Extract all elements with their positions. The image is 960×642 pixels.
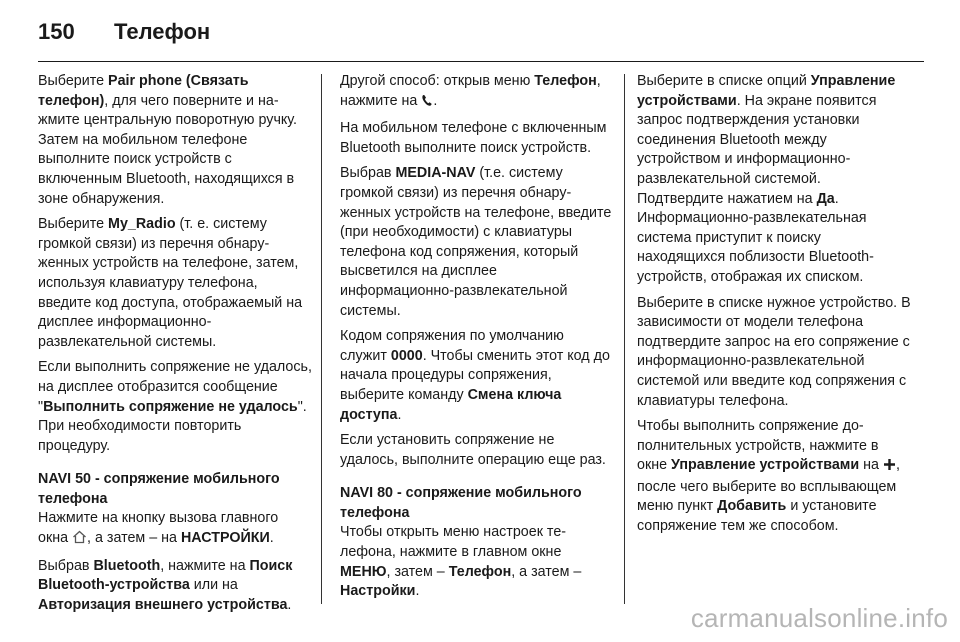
term-bt-search: Поиск Bluetooth-устройства [38,557,293,594]
column-divider-2 [624,74,625,604]
section-heading-navi50: NAVI 50 - сопряжение мобильного телефона [38,471,280,507]
term-my-radio: My_Radio [108,216,176,233]
paragraph: Если установить сопряжение не удалось, выполните операцию еще раз. [340,432,606,468]
term-settings-2: Настройки [340,583,416,600]
paragraph: Кодом сопряжения по умолчанию служит 0000. Чтобы сменить этот код до начала процедуры сопряжения, выберите команду Смена ключа доступа. [340,328,610,423]
term-pair-failed: Выполнить сопряжение не удалось [43,398,298,415]
term-authorize-device: Авторизация внешнего устройства [38,596,288,613]
term-bluetooth: Bluetooth [93,557,161,574]
home-icon [72,530,87,551]
term-add: Добавить [717,498,787,515]
column-divider-1 [321,74,322,604]
paragraph: Чтобы открыть меню настроек телефона, нажмите в главном окне МЕНЮ, затем – Телефон, а затем – Настройки. [340,524,582,600]
term-phone-2: Телефон [448,563,512,580]
paragraph: Другой способ: открыв меню Телефон, нажмите на . [340,72,612,113]
paragraph: Выберите My_Radio (т. е. систему громкой связи) из перечня обнаруженных устройств на телефоне, затем, используя клавиатуру телефона, введите код доступа, отображаемый на дисплее информационно-развлекательной системы. [38,216,303,350]
term-default-code: 0000 [390,347,423,364]
term-yes: Да [816,190,835,207]
paragraph: На мобильном телефоне с включенным Bluetooth выполните поиск устройств. [340,120,607,156]
column-1 [38,72,312,621]
column-3 [637,72,911,543]
paragraph: Выберите Pair phone (Связать телефон), для чего поверните и нажмите центральную поворотную ручку. Затем на мобильном телефоне выполните поиск устройств с включенным Bluetooth, находящихся в зоне обнаружения. [38,73,297,207]
page-title: Телефон [114,19,211,44]
watermark: carmanualsonline.info [690,603,948,633]
page-header [38,14,922,50]
term-device-management: Управление устройствами [637,73,896,109]
term-phone: Телефон [534,73,597,89]
term-change-key: Смена ключа доступа [340,386,562,423]
paragraph: Если выполнить сопряжение не удалось, на дисплее отобразится сообщение "Выполнить сопряжение не удалось". При необходимости повторить процедуру. [38,359,312,454]
term-pair-phone: Pair phone (Связать телефон) [38,73,249,109]
term-device-management-2: Управление устройствами [671,457,860,474]
paragraph: Нажмите на кнопку вызова главного окна , а затем – на НАСТРОЙКИ. [38,509,312,550]
phone-icon [421,94,433,114]
term-media-nav: MEDIA-NAV [395,165,476,182]
paragraph: Выберите в списке нужное устройство. В зависимости от модели телефона подтвердите запрос на его сопряжение с информационно-развлекательной системой или введите код сопряжения с клавиатуры телефона. [637,294,911,409]
term-settings: НАСТРОЙКИ [180,530,270,547]
header-rule [38,61,924,62]
paragraph: Выбрав Bluetooth, нажмите на Поиск Bluetooth-устройства или на Авторизация внешнего устройства. [38,557,293,613]
paragraph: Чтобы выполнить сопряжение дополнительных устройств, нажмите в окне Управление устройствами на , после чего выберите во всплывающем меню пункт Добавить и установите сопряжение тем же способом. [637,418,900,535]
term-menu: МЕНЮ [340,563,387,580]
plus-icon [883,458,896,478]
page-number: 150 [38,19,75,44]
paragraph: Выбрав MEDIA-NAV (т.е. систему громкой связи) из перечня обнаруженных устройств на телефоне, введите (при необходимости) с клавиатуры телефона код сопряжения, который высветился на дисплее информационно-развлекательной системы. [340,165,612,319]
paragraph: Выберите в списке опций Управление устройствами. На экране появится запрос подтверждения установки соединения Bluetooth между устройством и информационно-развлекательной системой. Подтвердите нажатием на Да. Информационно-развлекательная система приступит к поиску находящихся поблизости Bluetooth-устройств, отображая их списком. [637,73,896,285]
section-heading-navi80: NAVI 80 - сопряжение мобильного телефона [340,485,582,521]
column-2 [340,72,612,608]
